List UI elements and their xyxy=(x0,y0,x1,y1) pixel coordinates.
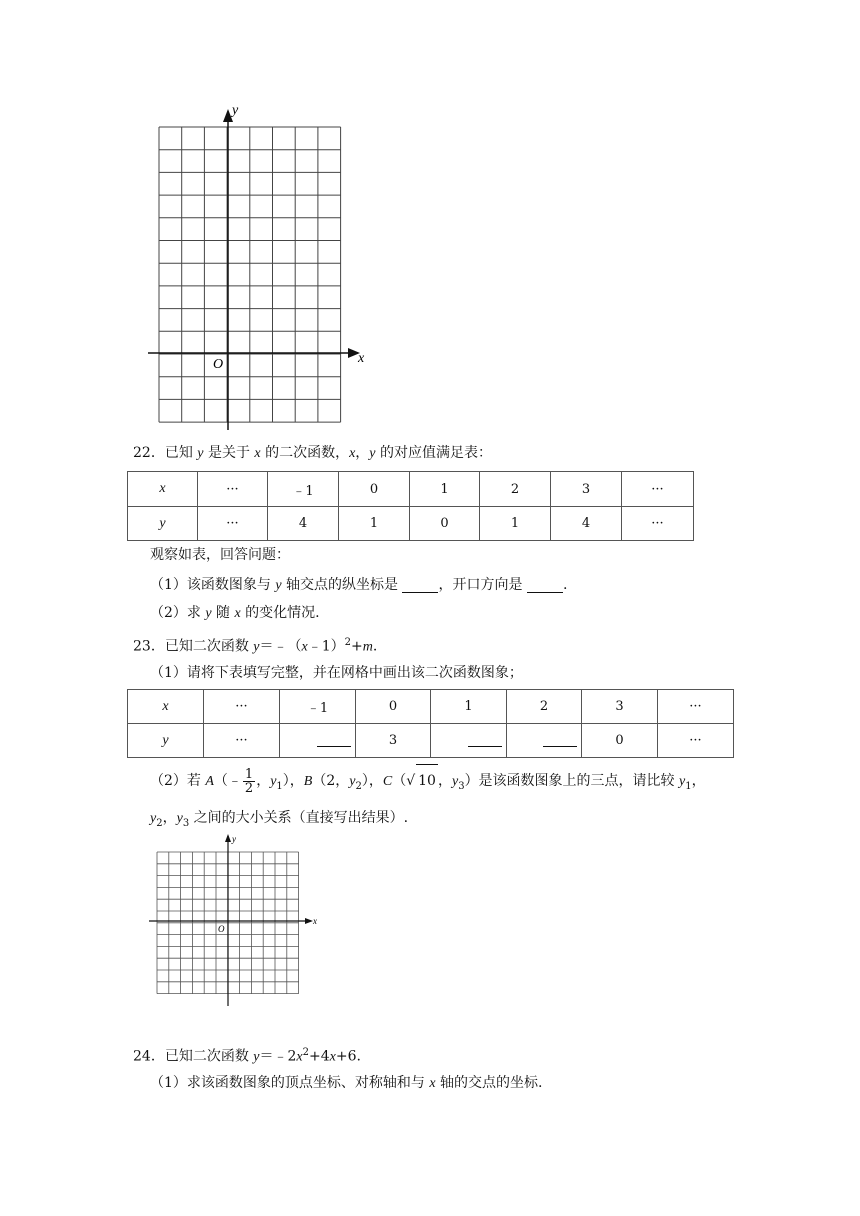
table-cell: 0 xyxy=(356,690,431,724)
table-cell: 4 xyxy=(268,507,339,541)
q22-part2: （2）求 y 随 x 的变化情况. xyxy=(150,605,320,621)
table-cell: ··· xyxy=(622,472,694,507)
table-cell: ··· xyxy=(198,507,268,541)
fill-in-cell[interactable] xyxy=(507,724,582,758)
x-axis-label: x xyxy=(313,916,317,926)
table-cell: ··· xyxy=(198,472,268,507)
table-cell: ﹣1 xyxy=(280,690,356,724)
origin-label: O xyxy=(218,924,225,934)
answer-blank[interactable] xyxy=(317,734,351,747)
table-cell: 0 xyxy=(339,472,410,507)
q22-row-y xyxy=(128,507,694,541)
table-cell: ﹣1 xyxy=(268,472,339,507)
y-axis-label: y xyxy=(232,834,236,844)
table-cell: y xyxy=(128,507,198,541)
coordinate-grid-1 xyxy=(140,100,380,435)
y-axis-label: y xyxy=(232,103,239,118)
table-cell: 3 xyxy=(582,690,658,724)
table-cell: x xyxy=(128,690,204,724)
answer-blank[interactable] xyxy=(543,734,577,747)
origin-label: O xyxy=(213,357,224,372)
q23-part2-cont: $y_2$，$y_3$ 之间的大小关系（直接写出结果）. xyxy=(150,810,409,829)
answer-blank[interactable] xyxy=(527,578,563,593)
q23-row-y xyxy=(128,724,734,758)
q23-part1: （1）请将下表填写完整，并在网格中画出该二次函数图象； xyxy=(150,665,523,681)
fill-in-cell[interactable] xyxy=(431,724,507,758)
q24-stem: 24．已知二次函数 $y=﹣2x^2+4x+6$. xyxy=(133,1047,361,1065)
answer-blank[interactable] xyxy=(402,578,438,593)
q22-part1: （1）该函数图象与 y 轴交点的纵坐标是 ，开口方向是 . xyxy=(150,577,568,593)
answer-blank[interactable] xyxy=(468,734,502,747)
table-cell: 1 xyxy=(339,507,410,541)
q22-row-x xyxy=(128,472,694,507)
table-cell: ··· xyxy=(204,724,280,758)
table-cell: 4 xyxy=(551,507,622,541)
table-cell: 2 xyxy=(480,472,551,507)
table-cell: 3 xyxy=(356,724,431,758)
fraction: $\frac{1}{2}$ xyxy=(244,766,254,796)
q23-value-table xyxy=(127,689,734,758)
x-axis-label: x xyxy=(358,351,365,366)
q22-observe: 观察如表，回答问题： xyxy=(150,547,290,563)
table-cell: 1 xyxy=(410,472,480,507)
y-axis-arrow xyxy=(225,834,231,842)
table-cell: ··· xyxy=(658,724,734,758)
q23-row-x xyxy=(128,690,734,724)
table-cell: ··· xyxy=(204,690,280,724)
table-cell: 0 xyxy=(582,724,658,758)
q23-part2: （2）若 A（﹣ $\frac{1}{2}$ ，$y_1$），B（2，$y_2$），C（√ 10 ，$y_3$）是该函数图象上的三点，请比较 $y_1$， xyxy=(150,764,706,803)
coordinate-grid-2 xyxy=(145,830,325,1010)
q22-value-table xyxy=(127,471,694,541)
table-cell: x xyxy=(128,472,198,507)
q22-stem: 22．已知 y 是关于 x 的二次函数，x，y 的对应值满足表： xyxy=(133,445,492,461)
fill-in-cell[interactable] xyxy=(280,724,356,758)
table-cell: y xyxy=(128,724,204,758)
table-cell: ··· xyxy=(658,690,734,724)
sqrt-icon: √ xyxy=(406,773,416,789)
q24-part1: （1）求该函数图象的顶点坐标、对称轴和与 x 轴的交点的坐标. xyxy=(150,1075,543,1091)
x-axis-arrow xyxy=(305,918,313,924)
table-cell: ··· xyxy=(622,507,694,541)
table-cell: 1 xyxy=(431,690,507,724)
q23-stem: 23．已知二次函数 y＝﹣（x﹣1）$^2$+m. xyxy=(133,637,378,655)
table-cell: 3 xyxy=(551,472,622,507)
table-cell: 2 xyxy=(507,690,582,724)
table-cell: 0 xyxy=(410,507,480,541)
table-cell: 1 xyxy=(480,507,551,541)
